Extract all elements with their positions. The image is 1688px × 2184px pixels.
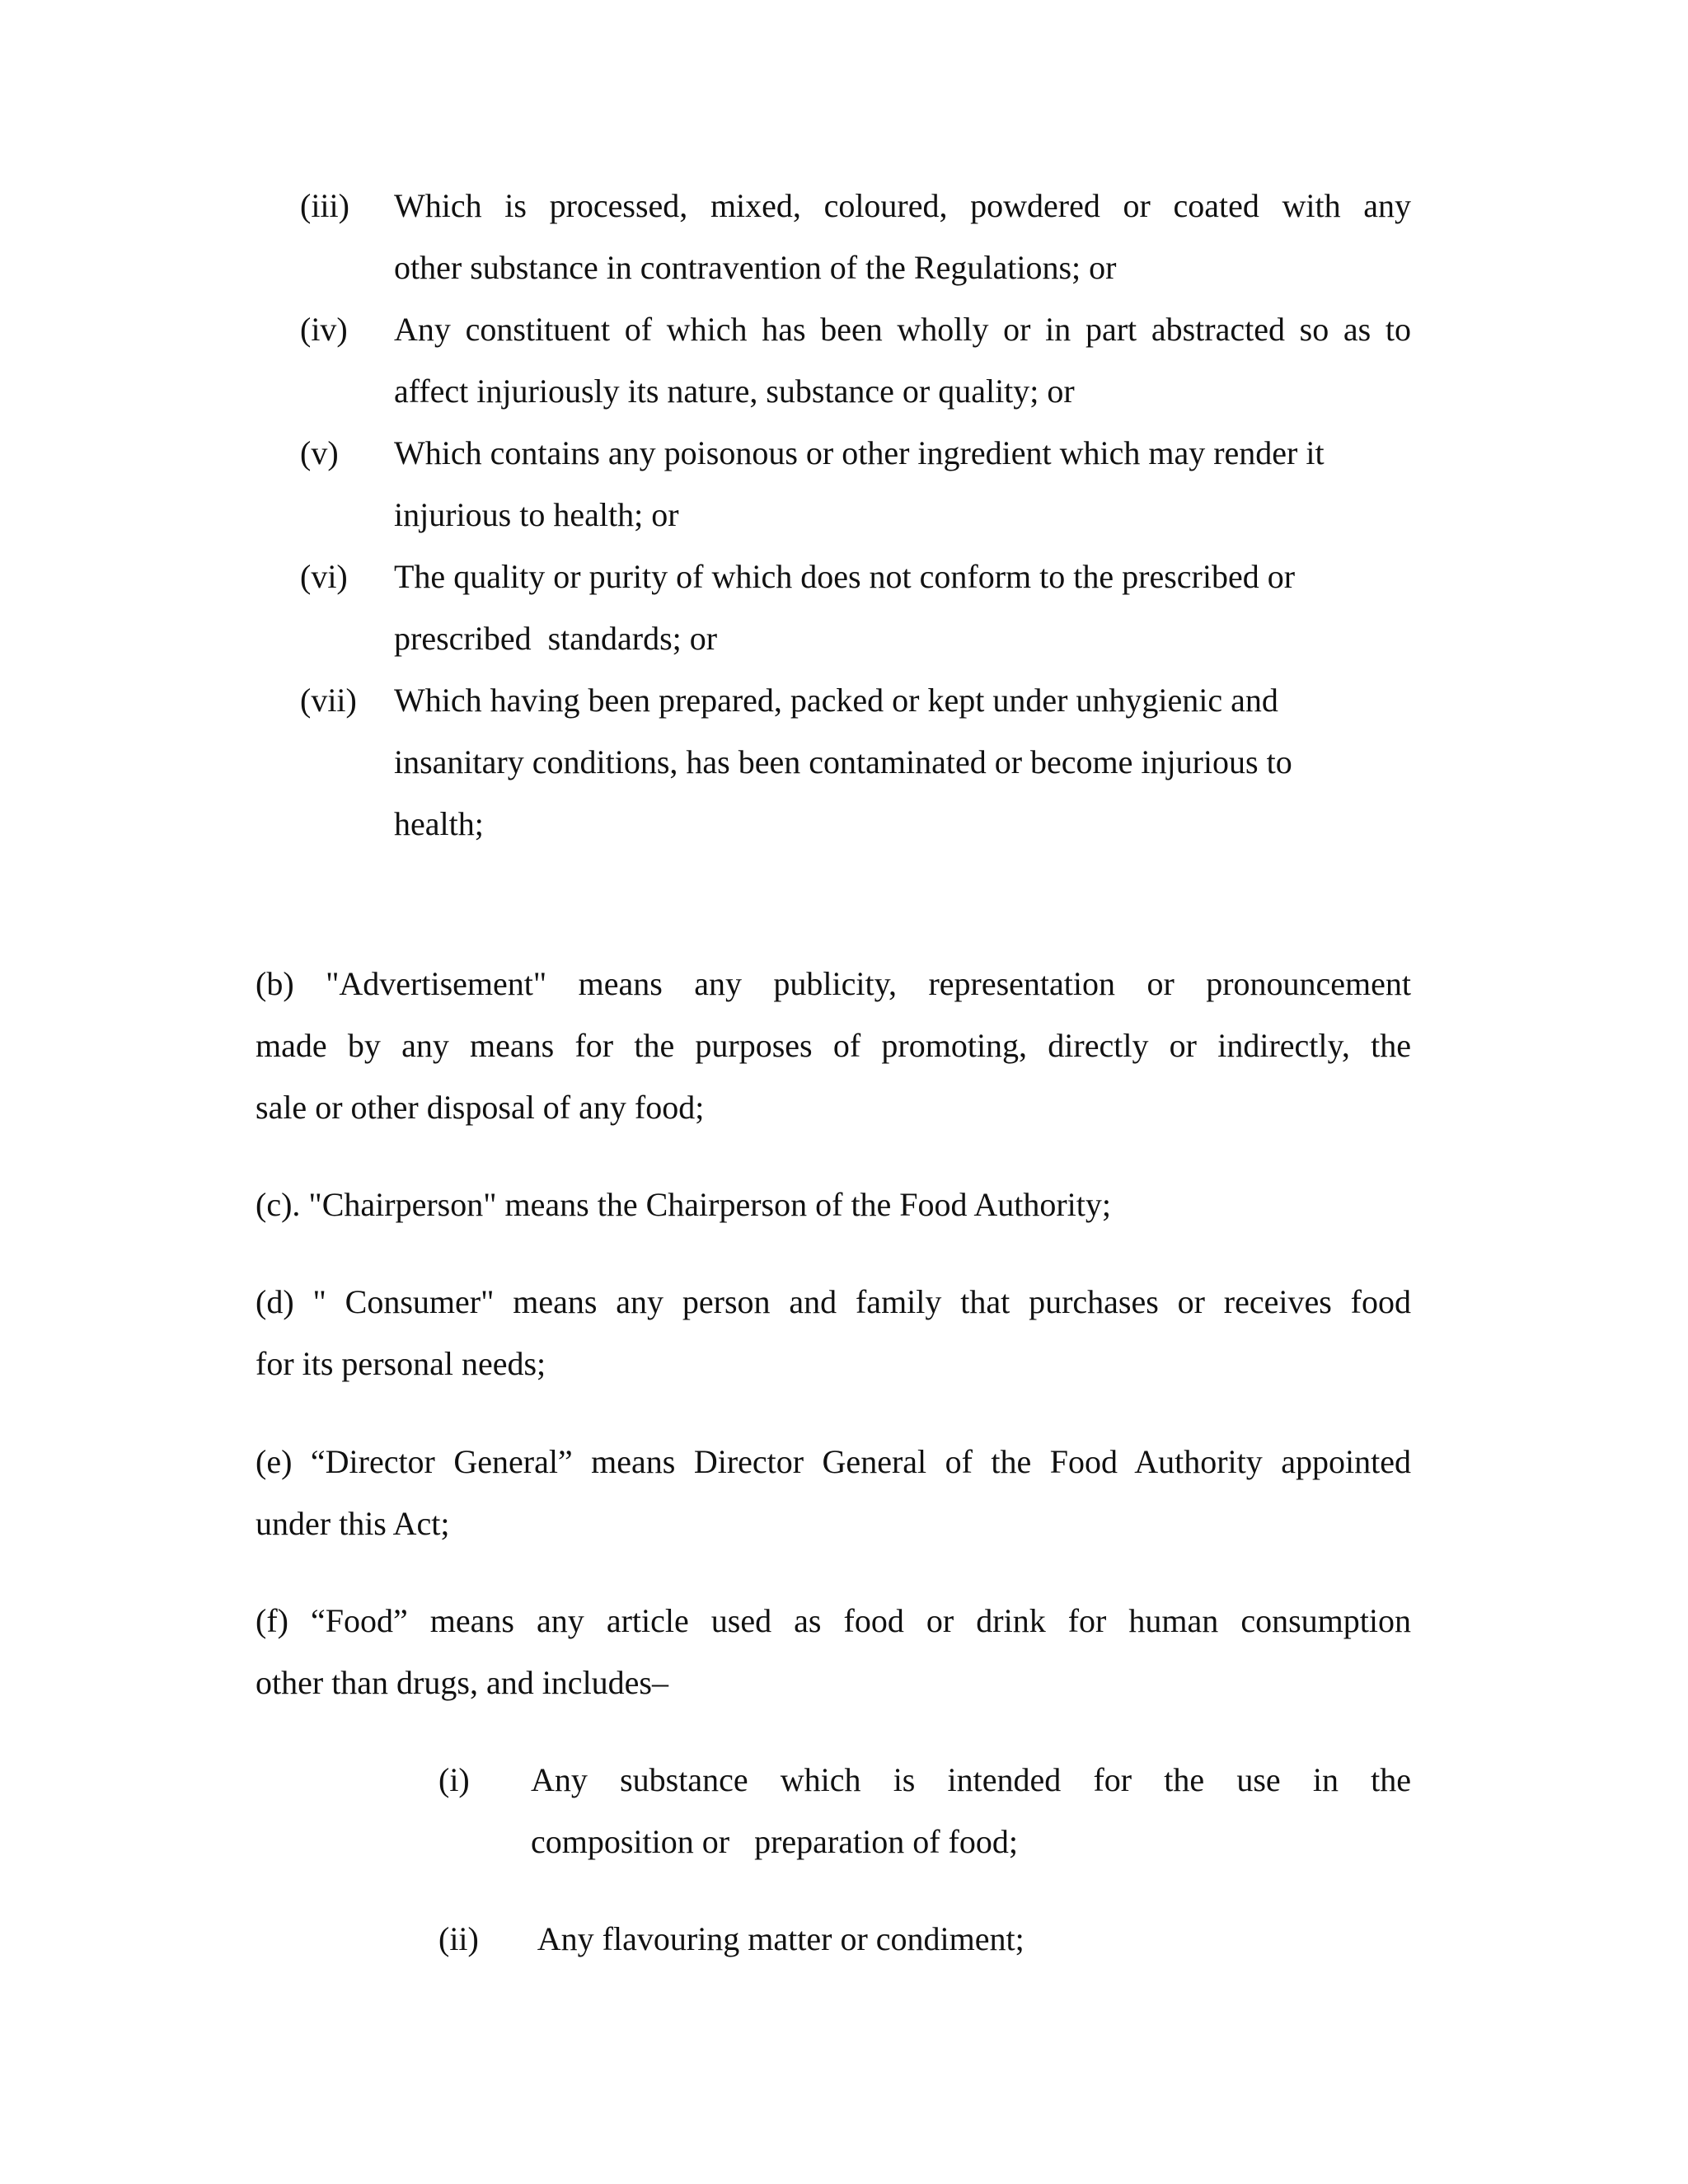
- list-item-text-line: prescribed standards; or: [394, 620, 718, 657]
- list-item-number: (iv): [300, 311, 348, 348]
- list-item-text-line: insanitary conditions, has been contaminated or become injurious to: [394, 743, 1292, 780]
- list-item-text-line: affect injuriously its nature, substance or quality; or: [394, 373, 1075, 410]
- list-item-text-line: Which contains any poisonous or other ingredient which may render it: [394, 434, 1325, 471]
- list-item-number: (vii): [300, 682, 357, 719]
- list-item-text-line: injurious to health; or: [394, 496, 679, 533]
- definition-text-line: other than drugs, and includes–: [256, 1664, 668, 1701]
- list-item-text-line: composition or preparation of food;: [531, 1823, 1018, 1860]
- list-item-text-line: health;: [394, 805, 484, 842]
- definition-text-line: (f) “Food” means any article used as food or drink for human consumption: [256, 1602, 1411, 1639]
- definition-text-line: (e) “Director General” means Director General of the Food Authority appointed: [256, 1443, 1411, 1480]
- list-item-number: (iii): [300, 187, 349, 224]
- list-item-text-line: Any flavouring matter or condiment;: [531, 1920, 1025, 1957]
- list-item-text-line: Which is processed, mixed, coloured, powdered or coated with any: [394, 187, 1411, 224]
- list-item-text-line: Any constituent of which has been wholly or in part abstracted so as to: [394, 311, 1411, 348]
- list-item-text-line: Which having been prepared, packed or kept under unhygienic and: [394, 682, 1278, 719]
- definition-text-line: (b) "Advertisement" means any publicity, representation or pronouncement: [256, 965, 1411, 1002]
- list-item-text-line: The quality or purity of which does not conform to the prescribed or: [394, 558, 1296, 595]
- list-item-number: (i): [438, 1761, 470, 1798]
- definition-text-line: under this Act;: [256, 1505, 450, 1542]
- list-item-number: (v): [300, 434, 339, 471]
- list-item-text-line: other substance in contravention of the Regulations; or: [394, 249, 1117, 286]
- list-item-number: (ii): [438, 1920, 479, 1957]
- definition-text-line: made by any means for the purposes of promoting, directly or indirectly, the: [256, 1027, 1411, 1064]
- list-item-text-line: Any substance which is intended for the use in the: [531, 1761, 1411, 1798]
- list-item-number: (vi): [300, 558, 348, 595]
- definition-text-line: (c). "Chairperson" means the Chairperson of the Food Authority;: [256, 1186, 1112, 1223]
- definition-text-line: (d) " Consumer" means any person and family that purchases or receives food: [256, 1283, 1411, 1320]
- definition-text-line: sale or other disposal of any food;: [256, 1089, 705, 1126]
- definition-text-line: for its personal needs;: [256, 1345, 546, 1382]
